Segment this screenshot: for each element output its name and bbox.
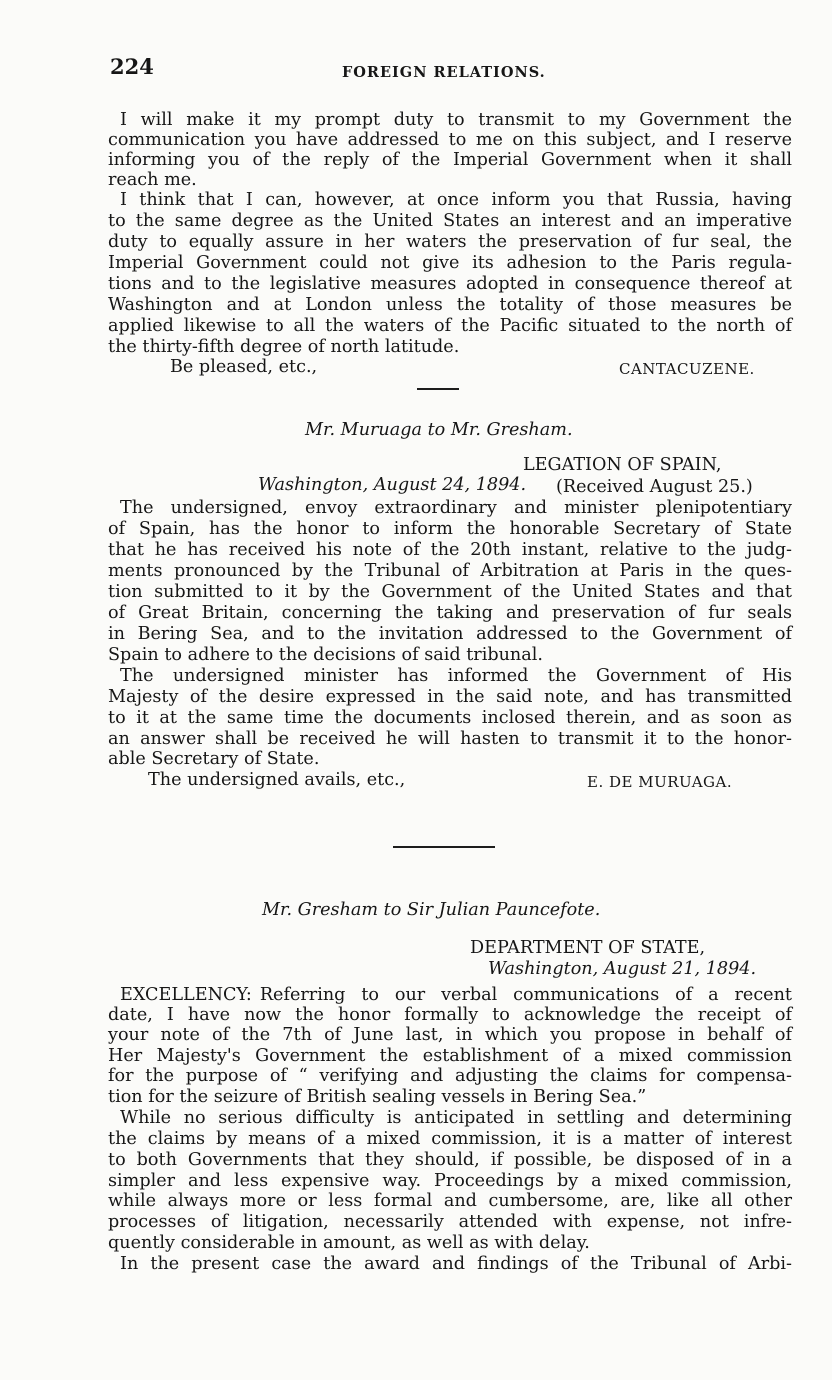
paragraph-line: I think that I can, however, at once inform you that Russia, having <box>120 190 792 210</box>
letter-title: Mr. Muruaga to Mr. Gresham. <box>305 420 573 440</box>
paragraph-line: informing you of the reply of the Imperial Government when it shall <box>108 150 792 170</box>
signature: E. DE MURUAGA. <box>587 773 733 791</box>
paragraph-line: Washington and at London unless the totality of those measures be <box>108 295 792 315</box>
paragraph-line: While no serious difficulty is anticipated in settling and determining <box>120 1108 792 1128</box>
paragraph-line: while always more or less formal and cumbersome, are, like all other <box>108 1191 792 1211</box>
running-head: FOREIGN RELATIONS. <box>342 64 546 81</box>
paragraph-line: tion submitted to it by the Government of the United States and that <box>108 582 792 602</box>
signature: CANTACUZENE. <box>619 360 755 378</box>
section-divider <box>417 388 459 390</box>
paragraph-line: to it at the same time the documents inclosed therein, and as soon as <box>108 708 792 728</box>
section-divider <box>393 846 495 848</box>
paragraph-line: reach me. <box>108 170 197 190</box>
paragraph-line: the claims by means of a mixed commission, it is a matter of interest <box>108 1129 792 1149</box>
paragraph-line: tion for the seizure of British sealing vessels in Bering Sea.” <box>108 1087 647 1107</box>
closing-formula: The undersigned avails, etc., <box>148 770 406 790</box>
paragraph-line: In the present case the award and findings of the Tribunal of Arbi- <box>120 1254 792 1274</box>
salutation-line <box>120 985 792 1005</box>
paragraph-line: simpler and less expensive way. Proceedings by a mixed commission, <box>108 1171 792 1191</box>
paragraph-line: that he has received his note of the 20th instant, relative to the judg- <box>108 540 792 560</box>
salutation: EXCELLENCY: <box>120 985 252 1005</box>
dateline: Washington, August 24, 1894. <box>258 475 527 495</box>
paragraph-line: of Spain, has the honor to inform the honorable Secretary of State <box>108 519 792 539</box>
paragraph-line: processes of litigation, necessarily attended with expense, not infre- <box>108 1212 792 1232</box>
paragraph-line: The undersigned, envoy extraordinary and minister plenipotentiary <box>120 498 792 518</box>
paragraph-line: Majesty of the desire expressed in the said note, and has transmitted <box>108 687 792 707</box>
paragraph-line: an answer shall be received he will hasten to transmit it to the honor- <box>108 729 792 749</box>
paragraph-line: in Bering Sea, and to the invitation addressed to the Government of <box>108 624 792 644</box>
department-heading: DEPARTMENT OF STATE, <box>470 938 706 958</box>
paragraph-line: communication you have addressed to me on this subject, and I reserve <box>108 130 792 150</box>
legation-heading: LEGATION OF SPAIN, <box>523 455 722 475</box>
received-note: (Received August 25.) <box>556 477 753 497</box>
letter-title: Mr. Gresham to Sir Julian Pauncefote. <box>262 900 601 920</box>
paragraph-line: your note of the 7th of June last, in which you propose in behalf of <box>108 1025 792 1045</box>
paragraph-line: applied likewise to all the waters of the Pacific situated to the north of <box>108 316 792 336</box>
paragraph-line: Imperial Government could not give its adhesion to the Paris regula- <box>108 253 792 273</box>
paragraph-line: duty to equally assure in her waters the preservation of fur seal, the <box>108 232 792 252</box>
paragraph-line: for the purpose of “ verifying and adjusting the claims for compensa- <box>108 1066 792 1086</box>
dateline: Washington, August 21, 1894. <box>488 959 757 979</box>
paragraph-line: able Secretary of State. <box>108 749 320 769</box>
paragraph-line: ments pronounced by the Tribunal of Arbitration at Paris in the ques- <box>108 561 792 581</box>
paragraph-line: Referring to our verbal communications of a recent <box>259 985 792 1005</box>
paragraph-line: The undersigned minister has informed the Government of His <box>120 666 792 686</box>
paragraph-line: Her Majesty's Government the establishment of a mixed commission <box>108 1046 792 1066</box>
closing-formula: Be pleased, etc., <box>170 357 318 377</box>
paragraph-line: the thirty-fifth degree of north latitude. <box>108 337 460 357</box>
paragraph-line: of Great Britain, concerning the taking and preservation of fur seals <box>108 603 792 623</box>
page-number: 224 <box>110 54 154 79</box>
paragraph-line: to both Governments that they should, if possible, be disposed of in a <box>108 1150 792 1170</box>
paragraph-line: tions and to the legislative measures adopted in consequence thereof at <box>108 274 792 294</box>
paragraph-line: date, I have now the honor formally to acknowledge the receipt of <box>108 1005 792 1025</box>
page-header <box>110 54 790 84</box>
paragraph-line: quently considerable in amount, as well as with delay. <box>108 1233 590 1253</box>
paragraph-line: Spain to adhere to the decisions of said tribunal. <box>108 645 543 665</box>
paragraph-line: I will make it my prompt duty to transmit to my Government the <box>120 110 792 130</box>
paragraph-line: to the same degree as the United States an interest and an imperative <box>108 211 792 231</box>
